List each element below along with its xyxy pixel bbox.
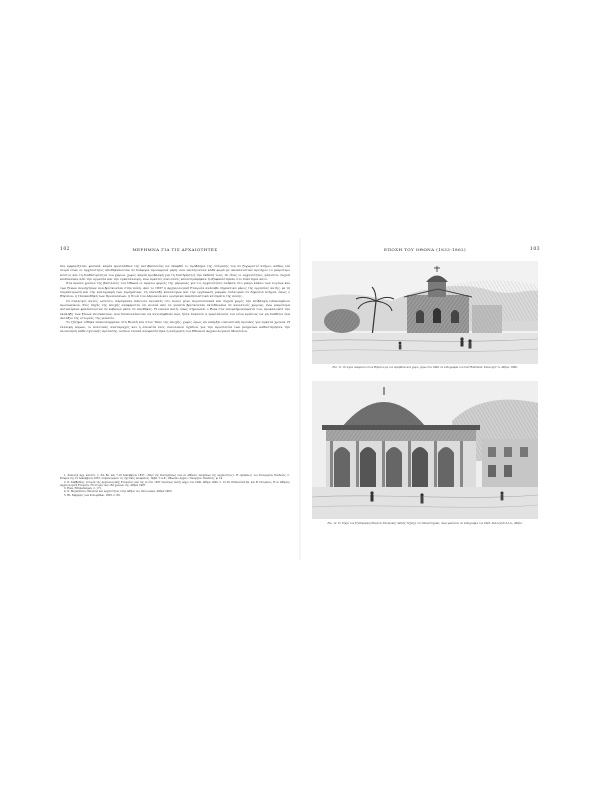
running-head-title-left: ΜΕΡΗΜΝΑ ΓΙΑ ΤΙΣ ΑΡΧΑΙΟΤΗΤΕΣ	[132, 247, 218, 252]
figure-caption: Εικ. 11. Οι Αγίοι Ασώματοι στου Θησείου με τον περιβάλλοντα χώρο, γύρω στα 1840, σε λιθογραφία του Carl Rottmann. Συλλογή Γ.Λ. Αθήνα, 1998.	[332, 366, 518, 369]
paragraph: Το ζήτημα τέθηκε επανειλημμένα στη Βουλή και στον Τύπο της εποχής, χωρίς όμως να υπάρξει ουσιαστική πρόοδος για αρκετά χρόνια. Η έλλειψη πόρων, οι πολιτικές αναταραχές και η απουσία ενός συνολικού σχεδίου για την προστασία των μνημείων καθυστέρησαν την υλοποίηση κάθε σχετικής πρότασης, ώσπου τελικά αποφασίστηκε η ανέγερση του Εθνικού Αρχαιολογικού Μουσείου.	[60, 320, 290, 334]
paragraph: Στα πρώτα χρόνια της βασιλείας του Όθωνα οι πρώτοι φορείς της μέριμνας για τις αρχαιότητες ανήκαν στο μικρό κύκλο των λογίων και των ξένων περιηγητών που βρίσκονταν στην πόλη. Από το 1837 η Αρχαιολογική Εταιρεία ανέλαβε σημαντικό μέρος της εργασίας αυτής, με τη συγκέντρωση και την καταγραφή των ευρημάτων, τη σύνταξη καταλόγων και την οργάνωση μικρών συλλογών σε δημόσια κτήρια, όπως ο Θησείον, η Πινακοθήκη των Προπυλαίων, η Στοά του Αδριανού και ορισμένα εκκλησιαστικά κτίσματα της πόλης.	[60, 281, 290, 299]
right-running-head	[310, 247, 540, 254]
mosque-engraving	[312, 381, 538, 519]
figure-caption: Εικ. 12. Το Τζαμί του Τζισδαράκη (Μουσείο Ελληνικής Λαϊκής Τέχνης) στο Μοναστηράκι, όπως φαίνεται σε λιθογραφία του 1843. Συλλογή Ε.Λ.Ι.Α., Αθήνα.	[327, 522, 523, 525]
running-head-title-right: ΕΠΟΧΗ ΤΟΥ ΟΘΩΝΑ (1833-1862)	[384, 247, 466, 252]
book-spread	[52, 238, 548, 560]
left-page	[52, 238, 298, 560]
footnotes	[60, 474, 290, 497]
church-engraving	[312, 261, 538, 364]
paragraph: Οι συλλογές αυτές, ωστόσο, παρέμεναν πάντοτε ανοικτές στο κοινό μόνο περιστασιακά και συχνά χωρίς την επίβλεψη ειδικευμένου προσωπικού. Στις πηγές της εποχής αναφέρεται ότι πολλά από τα γλυπτά βρίσκονταν εκτεθειμένα σε ανοικτούς χώρους, ενώ μικρότερα αντικείμενα φυλάσσονταν σε κιβώτια μέσα σε αποθήκες. Η εικόνα αυτή, όπως σημειώνει ο Ross στα απομνημονεύματά του, προκαλούσε την έκπληξη των ξένων επισκεπτών, που δυσκολεύονταν να αντιληφθούν πώς ήταν δυνατόν η πρωτεύουσα του νέου κράτους να μη διαθέτει ένα αντάξιο της ιστορίας της μουσείο.	[60, 298, 290, 321]
right-page	[302, 238, 548, 560]
left-running-head	[60, 247, 290, 254]
footnote: 4. Ν. Μιχαηλίδου, Μουσεία και αρχαιότητες στην Αθήνα του 19ου αιώνα, Αθήνα 2003.	[64, 490, 173, 494]
footnote: 5. Βλ. Εφημερίς των Φιλομαθών, 1858, σ. 88.	[64, 493, 121, 497]
book-gutter	[299, 238, 301, 560]
footnote: 2. Π. Καββαδίας, Ιστορία της Αρχαιολογικής Εταιρείας από της εν έτει 1837 ιδρύσεως αυτής μέχρι του 1900, Αθήνα 1900, σ. 12-18. Ενδεικτικά βλ. και Β. Πετράκος, Η εν Αθήναις Αρχαιολογική Εταιρεία. Η ιστορία των 150 χρόνων της, Αθήνα 1987.	[60, 480, 290, 487]
page-number-right: 103	[530, 247, 540, 252]
footnote: 3. Ross, Erinnerungen, σ. 171.	[64, 487, 102, 491]
page-number-left: 102	[60, 247, 70, 252]
paragraph: δεν εμφανίζεται, φυσικά, καμία προσπάθεια της Αντιβασιλείας να σκεφθεί το πρόβλημα της στέγασης του σε ξεχωριστό κτήριο, καθώς επί σειρά ετών οι αρχαιότητες αποθηκεύονταν σε διάφορα προσωρινά μέρη, που επιλέγονταν κάθε φορά με αποκλειστικό κριτήριο το μικρότερο κόστος και τη διαθεσιμότητα του χώρου, χωρίς καμία πρόβλεψη για τη διατήρηση ή την έκθεσή τους. Οι ίδιες οι αρχαιότητες, μάλιστα, συχνά κινδύνευαν από την υγρασία και την εγκατάλειψη, ενώ αρκετές από αυτές καταστράφηκαν ή εξαφανίστηκαν στο διάστημα αυτό.	[60, 264, 290, 282]
body-text	[60, 264, 290, 334]
footnote: 1. Συλλογή Αρχ. καταστ. σ. 34. Βλ. και 7-19 Δεκεμβρίου 1837, «Περί της διατηρήσεως των εν Αθήναις λειψάνων της αρχαιότητος». Η εγκύκλιος του Υπουργείου Παιδείας, Γ. Ρούφου της 21 Δεκεμβρίου 1837, συγκεντρώνει τις σχετικές αποφάσεις. Πρβλ. Γ.Α.Κ., Οθωνικό Αρχείο, Υπουργείο Παιδείας, φ. 14.	[60, 474, 290, 481]
